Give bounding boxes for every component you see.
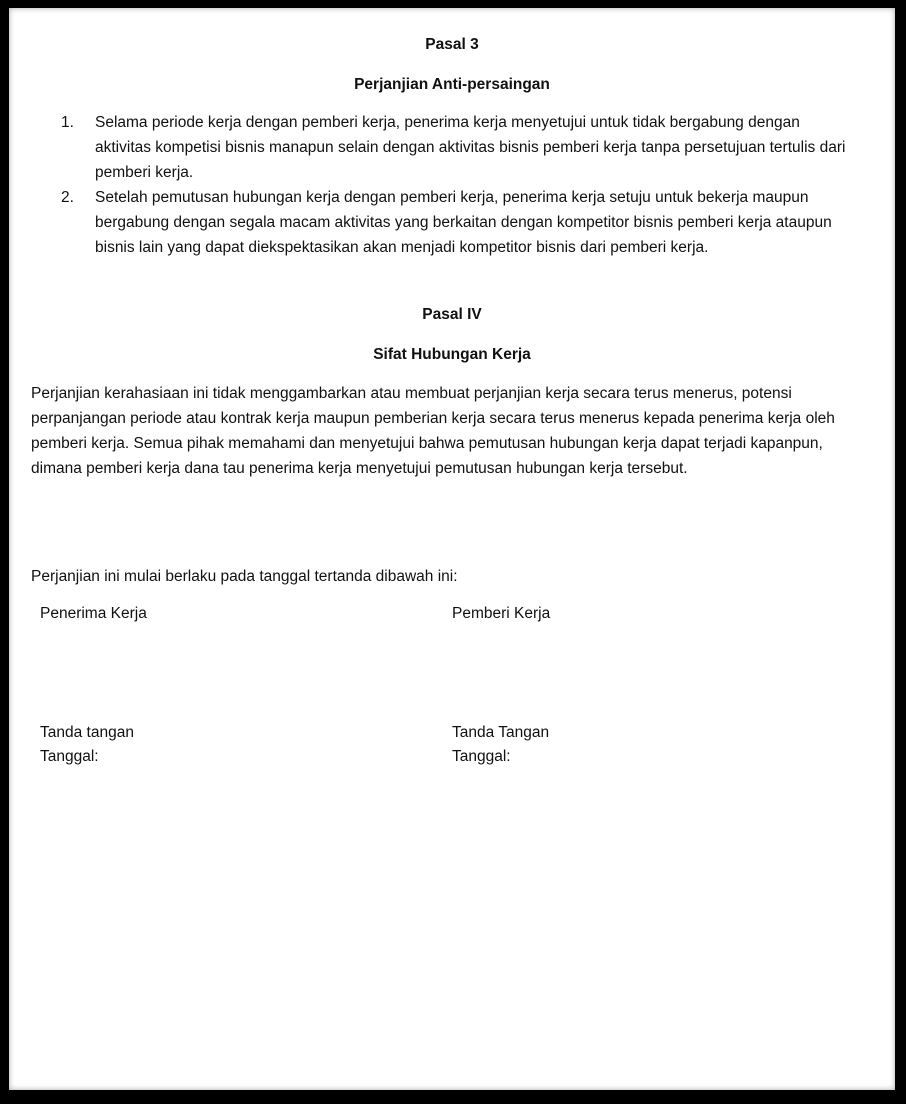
employee-party-label: Penerima Kerja	[40, 605, 147, 622]
list-item-number: 1.	[61, 114, 74, 131]
section4-body: Perjanjian kerahasiaan ini tidak menggambarkan atau membuat perjanjian kerja secara terus menerus, potensi perpanjangan periode atau kontrak kerja maupun pemberian kerja secara terus menerus kepada penerima kerja oleh pemberi kerja. Semua pihak memahami dan menyetujui bahwa pemutusan hubungan kerja dapat terjadi kapanpun, dimana pemberi kerja dana tau penerima kerja menyetujui pemutusan hubungan kerja tersebut.	[31, 385, 835, 477]
list-item	[61, 185, 851, 260]
section4-subtitle: Sifat Hubungan Kerja	[373, 346, 531, 363]
list-item-text: Selama periode kerja dengan pemberi kerja, penerima kerja menyetujui untuk tidak bergabung dengan aktivitas kompetisi bisnis manapun selain dengan aktivitas bisnis pemberi kerja tanpa persetujuan tertulis dari pemberi kerja.	[95, 114, 846, 181]
employer-date-label: Tanggal:	[452, 748, 511, 765]
employee-date-label: Tanggal:	[40, 748, 99, 765]
employer-signature-label: Tanda Tangan	[452, 724, 550, 741]
list-item-number: 2.	[61, 189, 74, 206]
section3-title: Pasal 3	[425, 36, 479, 53]
employee-signature-label: Tanda tangan	[40, 724, 134, 741]
document-page	[9, 8, 895, 1090]
non-compete-list	[61, 110, 851, 260]
list-item-text: Setelah pemutusan hubungan kerja dengan pemberi kerja, penerima kerja setuju untuk bekerja maupun bergabung dengan segala macam aktivitas yang berkaitan dengan kompetitor bisnis pemberi kerja ataupun bisnis lain yang dapat diekspektasikan akan menjadi kompetitor bisnis dari pemberi kerja.	[95, 189, 832, 256]
section4-title: Pasal IV	[422, 306, 482, 323]
effective-date-statement: Perjanjian ini mulai berlaku pada tanggal tertanda dibawah ini:	[31, 568, 458, 585]
employer-party-label: Pemberi Kerja	[452, 605, 551, 622]
list-item	[61, 110, 851, 185]
section3-subtitle: Perjanjian Anti-persaingan	[354, 76, 550, 93]
